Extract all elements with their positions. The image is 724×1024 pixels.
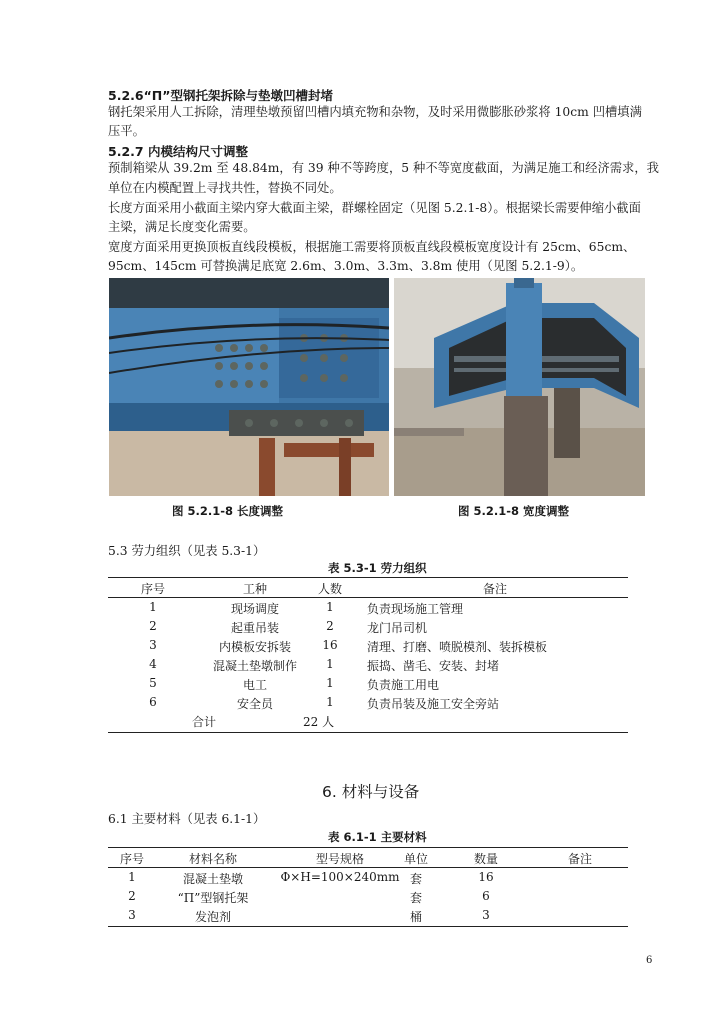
table-531-header-trade: 工种 — [242, 582, 267, 596]
table-611-header-qty: 数量 — [473, 852, 498, 866]
page-number: 6 — [646, 955, 653, 966]
table-531-cell: 5 — [149, 676, 157, 690]
table-531-header-rule — [108, 597, 628, 598]
section-526-line-2: 压平。 — [108, 124, 145, 138]
table-611-cell: 3 — [482, 908, 490, 922]
table-531-total-label: 合计 — [192, 715, 217, 729]
table-531-cell: 起重吊装 — [230, 621, 279, 635]
table-611-bottom-rule — [108, 926, 628, 927]
table-611-cell: “Π”型钢托架 — [177, 891, 249, 905]
table-531-bottom-rule — [108, 732, 628, 733]
table-611-cell: Φ×H=100×240mm — [280, 870, 400, 884]
table-531-cell: 负责现场施工管理 — [367, 602, 464, 616]
section-61-heading: 6.1 主要材料（见表 6.1-1） — [108, 812, 266, 826]
table-531-header-remark: 备注 — [482, 582, 507, 596]
table-611-title: 表 6.1-1 主要材料 — [328, 830, 427, 844]
figure-caption-width: 图 5.2.1-8 宽度调整 — [458, 504, 570, 518]
table-611-header-rule — [108, 867, 628, 868]
section-527-heading: 5.2.7 内模结构尺寸调整 — [108, 144, 248, 159]
table-611-cell: 桶 — [409, 910, 422, 924]
table-531-title: 表 5.3-1 劳力组织 — [328, 561, 427, 575]
table-611-cell: 套 — [409, 891, 422, 905]
table-611-cell: 套 — [409, 872, 422, 886]
section-527-line-6: 95cm、145cm 可替换满足底宽 2.6m、3.0m、3.3m、3.8m 使用（见图 5.2.1-9）。 — [108, 259, 584, 273]
section-526-heading: 5.2.6“Π”型钢托架拆除与垫墩凹槽封堵 — [108, 88, 333, 103]
table-531-cell: 龙门吊司机 — [367, 621, 428, 635]
table-611-cell: 16 — [478, 870, 494, 884]
table-531-header-index: 序号 — [140, 582, 165, 596]
table-531-cell: 负责施工用电 — [367, 678, 440, 692]
table-531-cell: 振捣、凿毛、安装、封堵 — [367, 659, 500, 673]
table-531-cell: 清理、打磨、喷脱模剂、装拆模板 — [367, 640, 548, 654]
table-611-cell: 发泡剂 — [194, 910, 231, 924]
table-531-total-value: 22 人 — [303, 715, 335, 729]
table-531-cell: 2 — [149, 619, 157, 633]
table-531-cell: 1 — [326, 657, 334, 671]
table-531-header-count: 人数 — [317, 582, 342, 596]
table-531-cell: 内模板安拆装 — [218, 640, 291, 654]
table-611-cell: 3 — [128, 908, 136, 922]
table-531-cell: 16 — [322, 638, 338, 652]
table-531-cell: 负责吊装及施工安全旁站 — [367, 697, 500, 711]
chapter-6-title: 6. 材料与设备 — [322, 783, 420, 801]
table-611-header-spec: 型号规格 — [315, 852, 364, 866]
table-531-cell: 4 — [149, 657, 157, 671]
table-531-cell: 电工 — [242, 678, 267, 692]
table-611-header-unit: 单位 — [403, 852, 428, 866]
section-527-line-4: 主梁，满足长度变化需要。 — [108, 220, 256, 234]
table-531-top-rule — [108, 577, 628, 578]
table-611-header-remark: 备注 — [567, 852, 592, 866]
table-611-cell: 6 — [482, 889, 490, 903]
table-531-cell: 1 — [326, 600, 334, 614]
table-531-cell: 2 — [326, 619, 334, 633]
table-531-cell: 1 — [326, 676, 334, 690]
table-531-cell: 混凝土垫墩制作 — [212, 659, 297, 673]
length-adjustment-photo — [109, 278, 389, 496]
width-adjustment-photo — [394, 278, 645, 496]
table-531-cell: 1 — [326, 695, 334, 709]
table-531-cell: 1 — [149, 600, 157, 614]
section-527-line-1: 预制箱梁从 39.2m 至 48.84m，有 39 种不等跨度，5 种不等宽度截面，为满足施工和经济需求，我 — [108, 161, 659, 175]
figure-caption-length: 图 5.2.1-8 长度调整 — [172, 504, 284, 518]
table-531-cell: 3 — [149, 638, 157, 652]
table-531-cell: 6 — [149, 695, 157, 709]
section-527-line-3: 长度方面采用小截面主梁内穿大截面主梁，群螺栓固定（见图 5.2.1-8）。根据梁长需要伸缩小截面 — [108, 201, 641, 215]
table-611-cell: 2 — [128, 889, 136, 903]
table-531-cell: 现场调度 — [230, 602, 279, 616]
section-527-line-2: 单位在内模配置上寻找共性，替换不同处。 — [108, 181, 342, 195]
table-531-cell: 安全员 — [236, 697, 273, 711]
table-611-top-rule — [108, 847, 628, 848]
table-611-header-name: 材料名称 — [188, 852, 237, 866]
section-53-heading: 5.3 劳力组织（见表 5.3-1） — [108, 544, 266, 558]
table-611-cell: 1 — [128, 870, 136, 884]
section-526-line-1: 钢托架采用人工拆除，清理垫墩预留凹槽内填充物和杂物，及时采用微膨胀砂浆将 10cm 凹槽填满 — [108, 105, 642, 119]
section-527-line-5: 宽度方面采用更换顶板直线段模板，根据施工需要将顶板直线段模板宽度设计有 25cm、65cm、 — [108, 240, 636, 254]
table-611-cell: 混凝土垫墩 — [182, 872, 243, 886]
table-611-header-index: 序号 — [119, 852, 144, 866]
